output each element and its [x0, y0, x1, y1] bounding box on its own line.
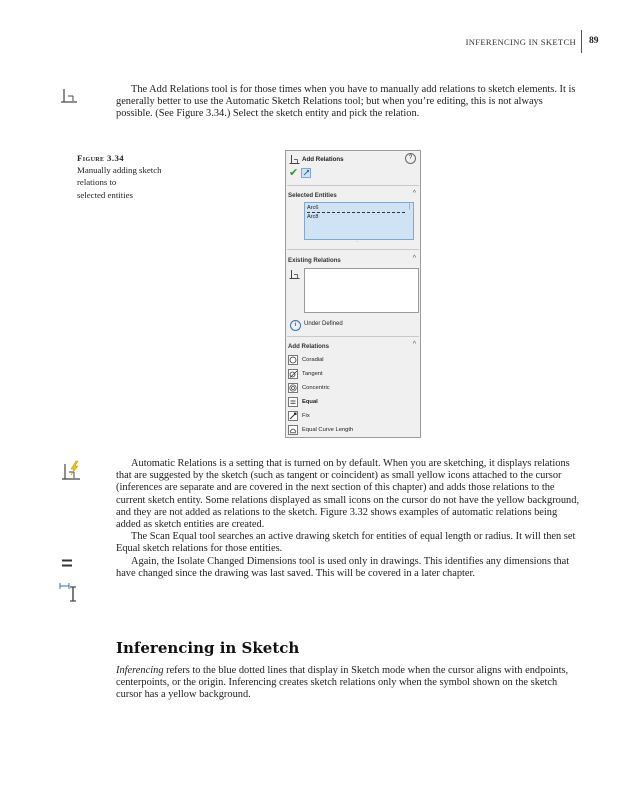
inferencing-paragraph-block	[116, 665, 584, 702]
selection-dashed-rule	[307, 212, 405, 213]
add-relations-icon	[60, 87, 78, 105]
tangent-icon	[288, 369, 298, 379]
section-divider	[287, 336, 419, 337]
caption-line: selected entities	[77, 189, 133, 200]
collapse-caret-icon[interactable]: ^	[412, 341, 416, 348]
info-icon: i	[290, 320, 301, 331]
scan-equal-icon	[60, 556, 74, 570]
caption-line: Manually adding sketch	[77, 165, 162, 176]
relation-label: Equal	[302, 399, 318, 405]
selected-entities-list[interactable]	[304, 202, 414, 240]
header-divider	[581, 30, 582, 53]
concentric-icon	[288, 383, 298, 393]
selected-entities-heading: Selected Entities	[288, 192, 337, 199]
equal-icon	[288, 397, 298, 407]
add-relations-property-manager	[285, 150, 421, 438]
relation-icon	[289, 269, 300, 280]
add-relations-icon	[289, 154, 300, 165]
relation-label: Concentric	[302, 385, 330, 391]
equal-curve-length-icon	[288, 425, 298, 435]
existing-relations-list[interactable]	[304, 268, 419, 313]
inferencing-paragraph	[116, 665, 584, 702]
caption-line: relations to	[77, 177, 117, 188]
add-relations-heading: Add Relations	[288, 343, 329, 350]
relation-tangent[interactable]	[288, 368, 323, 380]
relation-fix[interactable]	[288, 410, 310, 422]
coradial-icon	[288, 355, 298, 365]
panel-title: Add Relations	[302, 156, 344, 163]
list-scroll-marker: |	[408, 204, 410, 210]
fix-icon	[288, 411, 298, 421]
help-icon[interactable]: ?	[405, 153, 416, 164]
automatic-relations-paragraph: Automatic Relations is a setting that is turned on by default. When you are sketching, it displays relations that are suggested by the sketch (such as tangent or coincident) as small yellow icons attached to the cursor (inferences are separate and are covered in the next section of this chapter) and adds those relations to the current sketch entity. Some relations displayed as small icons on the cursor do not have the yellow background, and they are not added as relations to the sketch. Figure 3.32 shows examples of automatic relations being added as sketch entities are created.	[116, 458, 580, 531]
intro-paragraph	[116, 84, 581, 121]
relation-label: Tangent	[302, 371, 323, 377]
section-heading: Inferencing in Sketch	[116, 639, 300, 657]
relation-concentric[interactable]	[288, 382, 330, 394]
isolate-changed-dimensions-icon	[58, 581, 80, 603]
relation-equal[interactable]	[288, 396, 318, 408]
relation-coradial[interactable]	[288, 354, 324, 366]
running-header-title: INFERENCING IN SKETCH	[465, 37, 576, 47]
collapse-caret-icon[interactable]: ^	[412, 190, 416, 197]
relation-label: Equal Curve Length	[302, 427, 354, 433]
collapse-caret-icon[interactable]: ^	[412, 255, 416, 262]
figure-label: Figure 3.34	[77, 153, 125, 163]
automatic-relations-icon	[60, 460, 82, 482]
existing-relations-heading: Existing Relations	[288, 257, 341, 264]
inferencing-term: Inferencing	[116, 665, 164, 676]
add-relations-paragraph: The Add Relations tool is for those times when you have to manually add relations to sketch elements. It is generally better to use the Automatic Sketch Relations tool; but when you’re editing, this is not always possible. (See Figure 3.34.) Select the sketch entity and pick the relation.	[116, 84, 576, 120]
ok-check-icon[interactable]: ✔	[289, 167, 299, 179]
relation-label: Coradial	[302, 357, 324, 363]
inferencing-definition: refers to the blue dotted lines that display in Sketch mode when the cursor aligns with endpoints, centerpoints, or the origin. Inferencing creates sketch relations only when the symbol shown on the sketch cursor has a yellow background.	[116, 665, 569, 701]
relation-equal-curve-length[interactable]	[288, 424, 353, 436]
section-divider	[287, 185, 419, 186]
pushpin-icon[interactable]	[301, 168, 311, 178]
relation-label: Fix	[302, 413, 310, 419]
automatic-relations-section	[116, 458, 584, 580]
scan-equal-paragraph: The Scan Equal tool searches an active drawing sketch for entities of equal length or radius. It will then set Equal sketch relations for those entities.	[116, 531, 576, 555]
section-divider	[287, 249, 419, 250]
isolate-changed-dimensions-paragraph: Again, the Isolate Changed Dimensions tool is used only in drawings. This identifies any dimensions that have changed since the drawing was last saved. This will be covered in a later chapter.	[116, 555, 570, 579]
page-number: 89	[589, 36, 599, 46]
definition-status: Under Defined	[304, 321, 343, 327]
figure-caption	[77, 152, 197, 201]
selected-entity[interactable]: Arc6	[307, 205, 319, 211]
selected-entity[interactable]: Arc8	[307, 214, 319, 220]
resize-handle-icon[interactable]: ◦	[356, 239, 358, 245]
